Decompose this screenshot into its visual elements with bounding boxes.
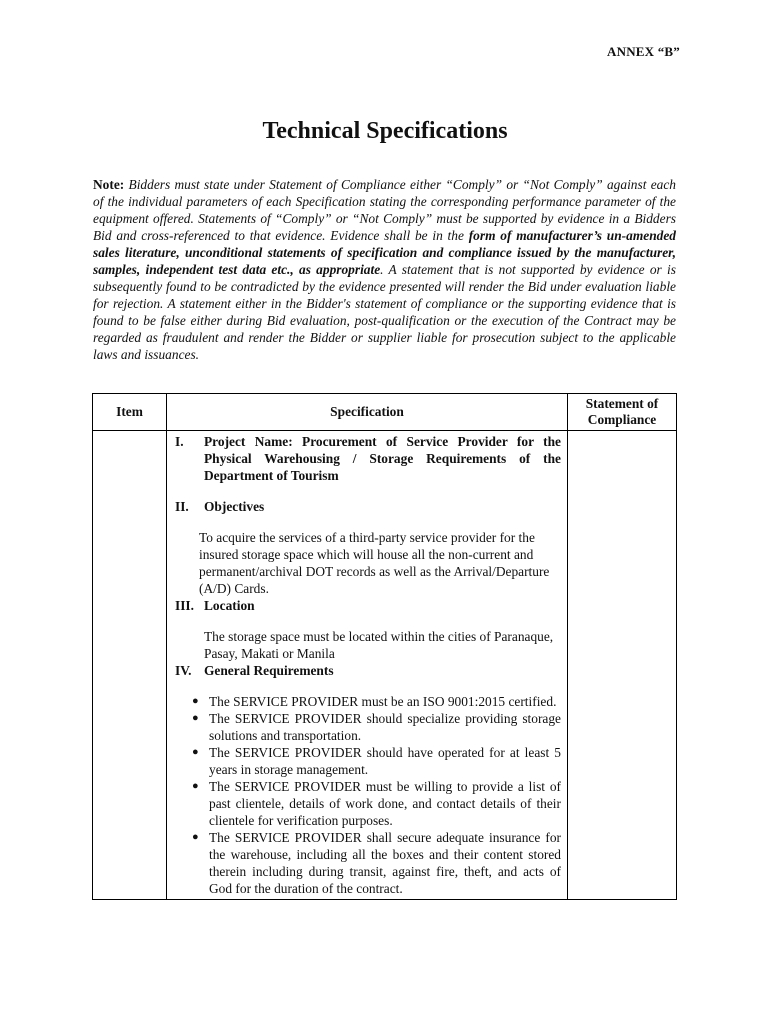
list-item: [192, 744, 561, 778]
note-label: Note:: [93, 177, 125, 192]
list-item-text: The SERVICE PROVIDER should have operated for at least 5 years in storage management.: [209, 745, 561, 777]
list-item-text: The SERVICE PROVIDER must be willing to provide a list of past clientele, details of work done, and contact details of their clientele for verification purposes.: [209, 779, 561, 828]
list-item-text: The SERVICE PROVIDER should specialize providing storage solutions and transportation.: [209, 711, 561, 743]
list-item-text: The SERVICE PROVIDER shall secure adequate insurance for the warehouse, including all the boxes and their content stored therein including during transit, against fire, theft, and acts of God for the duration of the contract.: [209, 830, 561, 896]
bullet-icon: ●: [192, 695, 199, 707]
requirements-list: [175, 693, 561, 897]
header-item: Item: [93, 394, 167, 431]
section-numeral: IV.: [175, 663, 192, 678]
objectives-text: To acquire the services of a third-party service provider for the insured storage space which will house all the non-current and permanent/archival DOT records as well as the Arrival/Departure (A/D) Cards.: [199, 530, 550, 596]
list-item: [192, 710, 561, 744]
header-specification: Specification: [167, 394, 568, 431]
section-numeral: III.: [175, 598, 194, 613]
specification-cell: [167, 431, 568, 900]
bullet-icon: ●: [192, 831, 199, 843]
item-cell: [93, 431, 167, 900]
location-text: The storage space must be located within the cities of Paranaque, Pasay, Makati or Manila: [204, 629, 554, 661]
note-bold-text: form of manufacturer’s un-amended sales literature, unconditional statements of specification and compliance issued by the manufacturer, samples, independent test data etc., as appropriate: [93, 228, 676, 277]
compliance-cell: [568, 431, 677, 900]
section-title: Project Name: Procurement of Service Provider for the Physical Warehousing / Storage Requirements of the Department of Tourism: [204, 434, 561, 483]
list-item: [192, 829, 561, 897]
note-text-2: . A statement that is not supported by evidence or is subsequently found to be contradicted by the evidence presented will render the Bid under evaluation liable for rejection. A statement either in the Bidder's statement of compliance or the supporting evidence that is found to be false either during Bid evaluation, post-qualification or the execution of the Contract may be regarded as fraudulent and render the Bidder or supplier liable for prosecution subject to the applicable laws and issuances.: [93, 262, 676, 362]
section-numeral: I.: [175, 434, 184, 449]
table-row: [93, 431, 677, 900]
annex-label: ANNEX “B”: [607, 44, 680, 59]
section-general-requirements: [175, 662, 561, 679]
page-title: Technical Specifications: [262, 118, 508, 144]
bullet-icon: ●: [192, 746, 199, 758]
table-header-row: [93, 394, 677, 431]
bullet-icon: ●: [192, 712, 199, 724]
list-item: [192, 778, 561, 829]
specifications-table: [92, 393, 677, 900]
section-location: [175, 597, 561, 614]
section-objectives: [175, 498, 561, 515]
section-title: General Requirements: [204, 663, 334, 678]
section-project-name: [175, 433, 561, 484]
note-paragraph: [93, 176, 676, 363]
bullet-icon: ●: [192, 780, 199, 792]
section-title: Objectives: [204, 499, 265, 514]
section-numeral: II.: [175, 499, 189, 514]
section-title: Location: [204, 598, 255, 613]
list-item: [192, 693, 561, 710]
header-compliance: Statement of Compliance: [568, 394, 677, 431]
note-text-1: Bidders must state under Statement of Compliance either “Comply” or “Not Comply” against each of the individual parameters of each Specification stating the corresponding performance parameter of the equipment offered. Statements of “Comply” or “Not Comply” must be supported by evidence in a Bidders Bid and cross-referenced to that evidence. Evidence shall be in the: [93, 177, 676, 243]
list-item-text: The SERVICE PROVIDER must be an ISO 9001:2015 certified.: [209, 694, 557, 709]
